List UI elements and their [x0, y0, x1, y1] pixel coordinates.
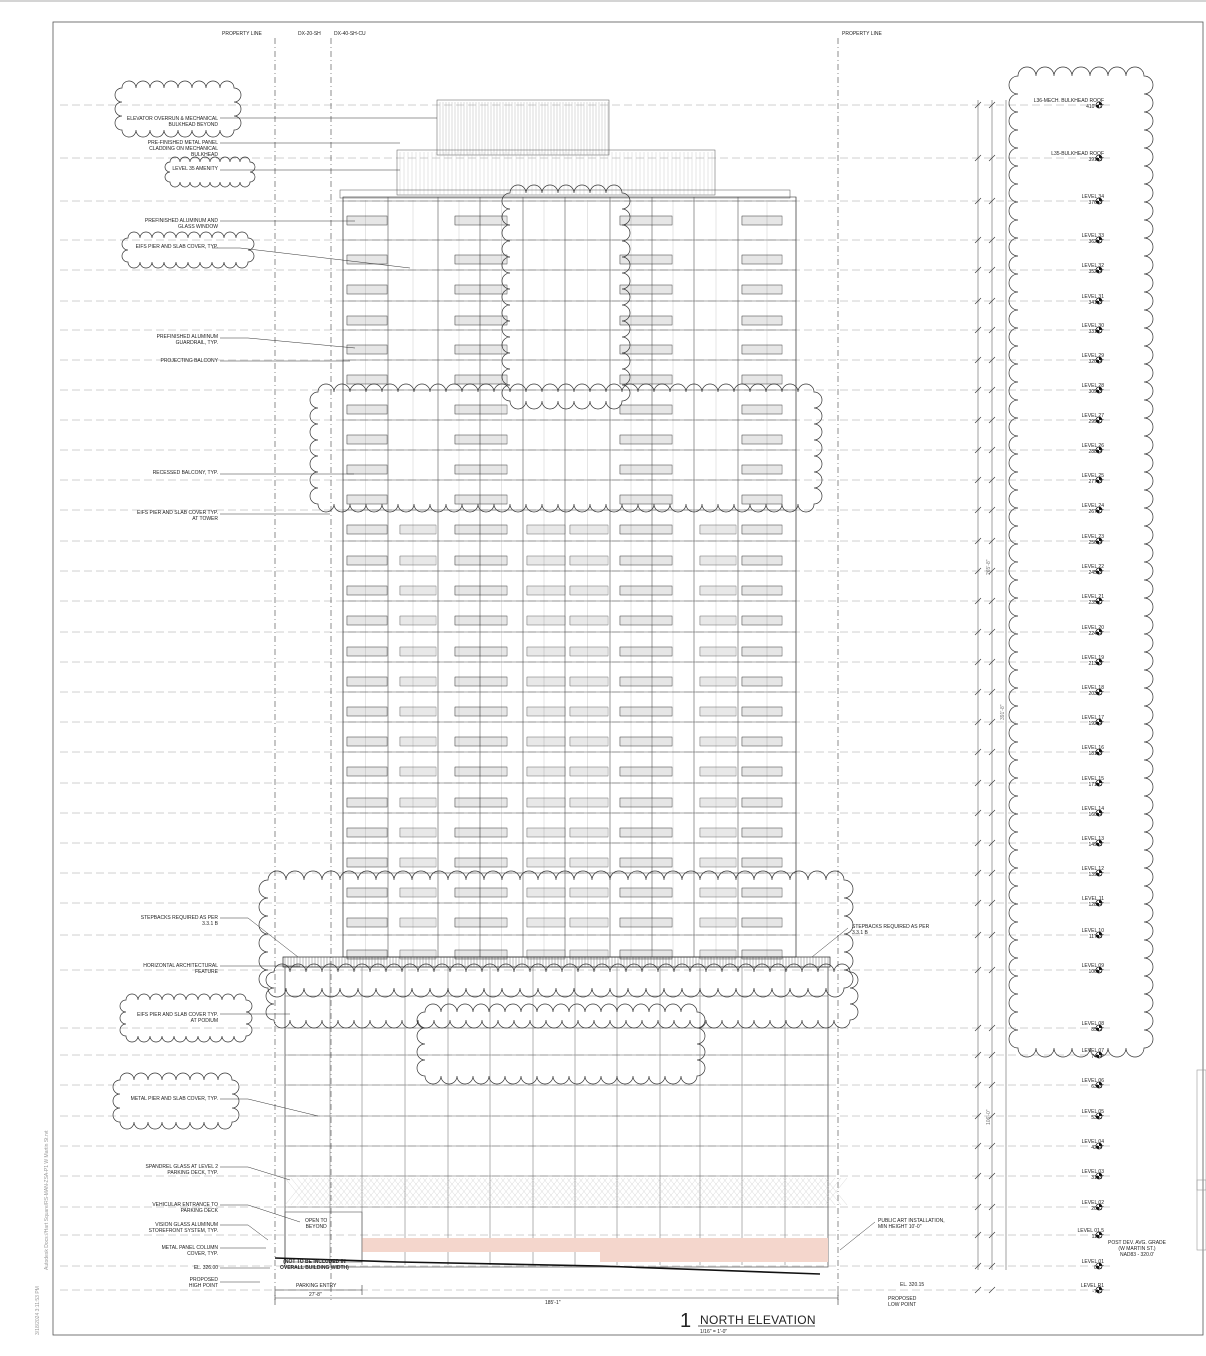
level-label	[1052, 504, 1104, 515]
zone-1-label: DX-20-SH	[298, 31, 321, 37]
low-point-note: PROPOSED LOW POINT	[888, 1296, 917, 1308]
level-elevation: -7'-0"	[1092, 1288, 1104, 1295]
level-elevation: 277'-8"	[1088, 478, 1104, 485]
level-elevation: 74'-4"	[1091, 1053, 1104, 1060]
level-label	[1052, 384, 1104, 395]
level-label	[1052, 1229, 1104, 1240]
level-label	[1052, 354, 1104, 365]
parking-entry-label: PARKING ENTRY	[296, 1283, 337, 1289]
level-name: LEVEL 11	[1082, 896, 1104, 902]
level-elevation: 139'-0"	[1088, 871, 1104, 878]
level-name: LEVEL 17	[1081, 715, 1104, 721]
callout-note: PROPOSED HIGH POINT	[188, 1277, 218, 1289]
callout-note: ELEVATOR OVERRUN & MECHANICAL BULKHEAD BEYOND	[126, 116, 218, 128]
callout-note: PRE-FINISHED METAL PANEL CLADDING ON MECHANICAL BULKHEAD	[147, 140, 218, 158]
level-name: LEVEL 03	[1081, 1169, 1104, 1175]
level-name: LEVEL 02	[1081, 1200, 1104, 1206]
callout-note: HORIZONTAL ARCHITECTURAL FEATURE	[143, 963, 218, 975]
public-art-note: PUBLIC ART INSTALLATION, MIN HEIGHT 10'-0"	[878, 1218, 945, 1230]
spandrel-glass-hatch	[285, 1178, 847, 1205]
level-label	[1052, 1201, 1104, 1212]
podium-height-dim: 106'-0"	[986, 1109, 992, 1125]
property-line-right-label: PROPERTY LINE	[842, 31, 882, 37]
level-name: LEVEL 21	[1081, 594, 1104, 600]
level-elevation: 288'-4"	[1088, 448, 1104, 455]
revision-cloud	[502, 185, 630, 409]
callout-note: PREFINISHED ALUMINUM AND GLASS WINDOW	[144, 218, 218, 230]
level-name: LEVEL 28	[1081, 383, 1104, 389]
level-name: LEVEL 09	[1081, 963, 1104, 969]
storefront-tint	[362, 1238, 828, 1252]
level-label	[1010, 99, 1104, 110]
leader-line	[220, 338, 355, 348]
level-name: LEVEL 01.5	[1077, 1228, 1104, 1234]
level-name: LEVEL 25	[1081, 473, 1104, 479]
level-name: LEVEL 14	[1081, 806, 1104, 812]
level-elevation: 331'-0"	[1088, 328, 1104, 335]
level-name: LEVEL 01	[1081, 1259, 1104, 1265]
level-elevation: 42'-4"	[1091, 1144, 1104, 1151]
revision-cloud	[1009, 67, 1153, 1057]
level-name: LEVEL 31	[1081, 294, 1104, 300]
drawing-title: NORTH ELEVATION	[700, 1313, 816, 1327]
callout-note: PREFINISHED ALUMINUM GUARDRAIL, TYP.	[156, 334, 218, 346]
level-elevation: 245'-8"	[1088, 569, 1104, 576]
level-elevation: 376'-8"	[1088, 199, 1104, 206]
level-label	[1052, 264, 1104, 275]
level-name: LEVEL 24	[1081, 503, 1104, 509]
level-name: LEVEL 18	[1081, 685, 1104, 691]
level-elevation: 0'-0"	[1094, 1264, 1104, 1271]
drawing-number: 1	[680, 1310, 692, 1332]
level-label	[1052, 195, 1104, 206]
level-label	[1052, 1260, 1104, 1271]
callout-note: LEVEL 35 AMENITY	[172, 166, 218, 172]
level-label	[1052, 324, 1104, 335]
leader-lines	[212, 118, 875, 1282]
level-label	[1052, 444, 1104, 455]
level-elevation: 63'-8"	[1091, 1083, 1104, 1090]
level-elevation: 171'-0"	[1088, 781, 1104, 788]
leader-line	[212, 248, 410, 268]
level-name: LEVEL 29	[1081, 353, 1104, 359]
level-elevation: 128'-4"	[1088, 901, 1104, 908]
level-name: LEVEL 06	[1081, 1078, 1104, 1084]
level-name: LEVEL 16	[1081, 745, 1104, 751]
level-label	[1052, 1170, 1104, 1181]
level-label	[1010, 152, 1104, 163]
leader-line	[840, 1222, 875, 1250]
level-label	[1052, 1110, 1104, 1121]
level-elevation: 20'-0"	[1091, 1205, 1104, 1212]
open-to-beyond-label: OPEN TO BEYOND	[305, 1218, 328, 1230]
level-label	[1052, 535, 1104, 546]
level-elevation: 192'-4"	[1088, 720, 1104, 727]
callout-note: RECESSED BALCONY, TYP.	[152, 470, 218, 476]
leader-line	[220, 1225, 268, 1240]
level-label	[1052, 626, 1104, 637]
level-name: LEVEL 04	[1081, 1139, 1104, 1145]
level-label	[1052, 1049, 1104, 1060]
property-line-left-label: PROPERTY LINE	[222, 31, 262, 37]
level-name: LEVEL 33	[1081, 233, 1104, 239]
level-elevation: 309'-8"	[1088, 388, 1104, 395]
level-label	[1052, 964, 1104, 975]
level-elevation: 235'-0"	[1088, 599, 1104, 606]
callout-note: EIFS PIER AND SLAB COVER TYP. AT PODIUM	[137, 1012, 218, 1024]
level-name: LEVEL 23	[1081, 534, 1104, 540]
podium-body	[285, 967, 828, 1267]
level-elevation: 410'-11"	[1086, 103, 1104, 110]
avg-grade-note: POST DEV. AVG. GRADE (W MARTIN ST.) NAD83 - 320.0'	[1108, 1240, 1166, 1258]
level-label	[1052, 565, 1104, 576]
level-elevation: 256'-4"	[1088, 539, 1104, 546]
level-elevation: 213'-8"	[1088, 660, 1104, 667]
overall-height-dim: 391'-8"	[1000, 704, 1006, 720]
level-name: LEVEL 05	[1081, 1109, 1104, 1115]
drawing-scale: 1/16" = 1'-0"	[700, 1329, 728, 1335]
stepbacks-right-note: STEPBACKS REQUIRED AS PER 3.3.1 B	[852, 924, 930, 936]
level-label	[1052, 777, 1104, 788]
property-lines	[275, 38, 838, 1300]
level-name: LEVEL 22	[1081, 564, 1104, 570]
revision-cloud	[122, 232, 254, 268]
level-label	[1052, 234, 1104, 245]
side-stamp-date: 3/18/2024 3:11:53 PM	[35, 1286, 41, 1335]
revision-clouds	[113, 67, 1153, 1129]
total-width-dim-label: 185'-1"	[545, 1300, 561, 1306]
el-right-note: EL. 320.15	[900, 1282, 925, 1288]
parking-dim-label: 27'-8"	[309, 1292, 322, 1298]
level-label	[1052, 1284, 1104, 1295]
level-label	[1052, 1079, 1104, 1090]
callout-note: METAL PIER AND SLAB COVER, TYP.	[130, 1096, 218, 1102]
revision-cloud	[417, 1004, 705, 1084]
level-name: LEVEL 27	[1081, 413, 1104, 419]
level-elevation: 224'-4"	[1088, 630, 1104, 637]
callout-note: EIFS PIER AND SLAB COVER TYP. AT TOWER	[137, 510, 218, 522]
level-label	[1052, 1140, 1104, 1151]
level-elevation: 149'-8"	[1088, 841, 1104, 848]
level-name: LEVEL 26	[1081, 443, 1104, 449]
level-label	[1052, 929, 1104, 940]
not-included-label: (NOT TO BE INCLUDED IN OVERALL BUILDING WIDTH)	[280, 1259, 349, 1271]
level-label	[1052, 474, 1104, 485]
revision-cloud	[115, 81, 241, 137]
level-name: LEVEL 10	[1081, 928, 1104, 934]
side-stamp-path: Autodesk Docs://Hart Square/RS-MAN-ZSA-P1 W Martin St.rvt	[44, 1130, 50, 1270]
level-label	[1052, 897, 1104, 908]
level-name: LEVEL 32	[1081, 263, 1104, 269]
dimension-strings	[978, 100, 1006, 1270]
level-name: LEVEL R1	[1080, 1283, 1104, 1289]
level-elevation: 362'-0"	[1088, 238, 1104, 245]
callout-note: METAL PANEL COLUMN COVER, TYP.	[161, 1245, 218, 1257]
level-label	[1052, 656, 1104, 667]
level-elevation: 117'-8"	[1088, 933, 1104, 940]
level-label	[1052, 686, 1104, 697]
leader-line	[220, 1205, 300, 1222]
callout-note: SPANDREL GLASS AT LEVEL 2 PARKING DECK, TYP.	[145, 1164, 218, 1176]
callout-note: EIFS PIER AND SLAB COVER, TYP.	[135, 244, 218, 250]
revision-cloud	[165, 157, 255, 187]
level-label	[1052, 414, 1104, 425]
level-name: LEVEL 20	[1081, 625, 1104, 631]
level-name: LEVEL 07	[1081, 1048, 1104, 1054]
level-name: LEVEL 08	[1081, 1021, 1104, 1027]
mech-bulkhead	[437, 100, 609, 155]
level-label	[1052, 295, 1104, 306]
callout-note: VISION GLASS ALUMINUM STOREFRONT SYSTEM, TYP.	[148, 1222, 218, 1234]
level-name: LEVEL 12	[1081, 866, 1104, 872]
callout-note: STEPBACKS REQUIRED AS PER 3.3.1 B	[140, 915, 218, 927]
callout-note: VEHICULAR ENTRANCE TO PARKING DECK	[152, 1202, 218, 1214]
level-elevation: 267'-0"	[1088, 508, 1104, 515]
level-label	[1052, 837, 1104, 848]
revision-cloud	[310, 384, 822, 512]
level-elevation: 341'-8"	[1088, 299, 1104, 306]
level-lines	[60, 105, 1110, 1290]
level-elevation: 160'-4"	[1088, 811, 1104, 818]
level-label	[1052, 867, 1104, 878]
zone-2-label: DX-40-SH-CU	[334, 31, 366, 37]
level-label	[1052, 1022, 1104, 1033]
level-name: L35-BULKHEAD ROOF	[1051, 151, 1104, 157]
level-elevation: 320'-4"	[1088, 358, 1104, 365]
tower-height-dim: 265'-8"	[986, 559, 992, 575]
level-elevation: 106'-0"	[1088, 968, 1104, 975]
leader-line	[220, 1167, 290, 1180]
level-name: L36-MECH. BULKHEAD ROOF	[1033, 98, 1104, 104]
level-elevation: 181'-8"	[1088, 750, 1104, 757]
level-name: LEVEL 34	[1081, 194, 1104, 200]
level-name: LEVEL 13	[1081, 836, 1104, 842]
level-name: LEVEL 30	[1081, 323, 1104, 329]
level-elevation: 53'-0"	[1091, 1114, 1104, 1121]
level-name: LEVEL 15	[1081, 776, 1104, 782]
level-elevation: 11'-0"	[1091, 1233, 1104, 1240]
level-elevation: 352'-4"	[1088, 268, 1104, 275]
level-label	[1052, 807, 1104, 818]
level-elevation: 85'-2"	[1091, 1026, 1104, 1033]
level-label	[1052, 716, 1104, 727]
building-elevation	[283, 100, 847, 1267]
level-elevation: 391'-8"	[1088, 156, 1104, 163]
level-label	[1052, 595, 1104, 606]
callout-note: EL. 326.00	[193, 1265, 218, 1271]
level-elevation: 299'-0"	[1088, 418, 1104, 425]
leader-line	[812, 928, 848, 957]
level-label	[1052, 746, 1104, 757]
level-elevation: 203'-0"	[1088, 690, 1104, 697]
level-elevation: 31'-8"	[1091, 1174, 1104, 1181]
callout-note: PROJECTING BALCONY	[160, 358, 218, 364]
level-name: LEVEL 19	[1081, 655, 1104, 661]
